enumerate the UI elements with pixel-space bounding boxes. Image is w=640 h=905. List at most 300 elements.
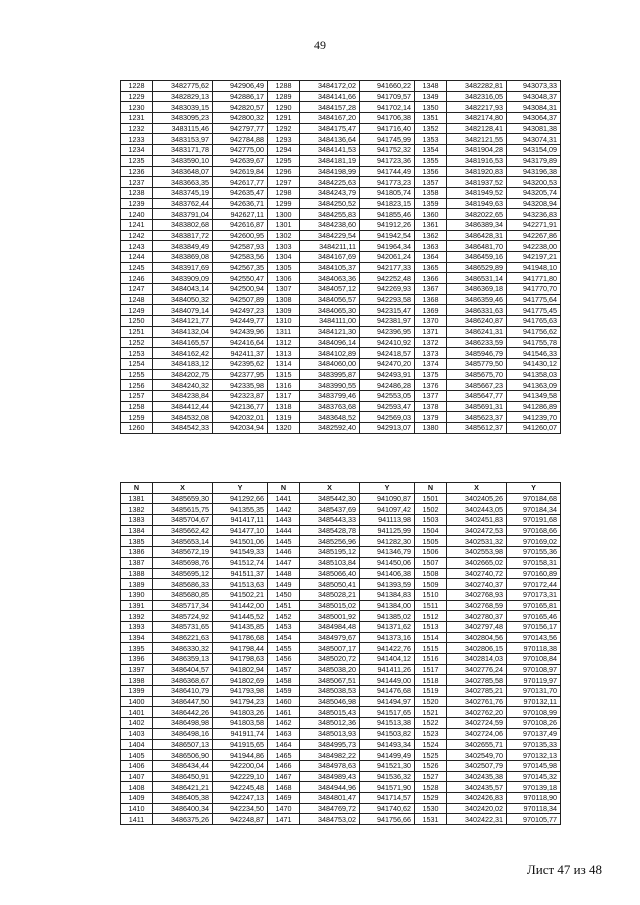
point-number-cell: 1471 — [268, 814, 300, 825]
x-coordinate-cell: 3402776,24 — [447, 664, 507, 675]
x-coordinate-cell: 3484079,14 — [153, 305, 213, 316]
point-number-cell: 1228 — [121, 81, 153, 92]
point-number-cell: 1238 — [121, 187, 153, 198]
y-coordinate-cell: 943073,33 — [507, 81, 561, 92]
point-number-cell: 1363 — [415, 241, 447, 252]
point-number-cell: 1408 — [121, 782, 153, 793]
point-number-cell: 1370 — [415, 316, 447, 327]
point-number-cell: 1401 — [121, 707, 153, 718]
y-coordinate-cell: 942639,67 — [213, 155, 268, 166]
point-number-cell: 1516 — [415, 654, 447, 665]
x-coordinate-cell: 3484056,57 — [300, 294, 360, 305]
x-coordinate-cell: 3484944,96 — [300, 782, 360, 793]
point-number-cell: 1469 — [268, 792, 300, 803]
y-coordinate-cell: 970108,97 — [507, 664, 561, 675]
point-number-cell: 1385 — [121, 536, 153, 547]
y-coordinate-cell: 942381,97 — [360, 316, 415, 327]
point-number-cell: 1231 — [121, 113, 153, 124]
point-number-cell: 1234 — [121, 145, 153, 156]
x-coordinate-cell: 3486241,31 — [447, 326, 507, 337]
y-coordinate-cell: 941536,32 — [360, 771, 415, 782]
point-number-cell: 1374 — [415, 358, 447, 369]
point-number-cell: 1260 — [121, 423, 153, 434]
x-coordinate-cell: 3402549,70 — [447, 750, 507, 761]
table-row — [121, 718, 561, 729]
point-number-cell: 1449 — [268, 579, 300, 590]
point-number-cell: 1357 — [415, 177, 447, 188]
y-coordinate-cell: 942800,32 — [213, 113, 268, 124]
table-row — [121, 728, 561, 739]
x-coordinate-cell: 3402724,06 — [447, 728, 507, 739]
x-coordinate-cell: 3402785,58 — [447, 675, 507, 686]
y-coordinate-cell: 942418,57 — [360, 348, 415, 359]
point-number-cell: 1514 — [415, 632, 447, 643]
table-row — [121, 803, 561, 814]
x-coordinate-cell: 3483802,68 — [153, 219, 213, 230]
x-coordinate-cell: 3486331,63 — [447, 305, 507, 316]
point-number-cell: 1369 — [415, 305, 447, 316]
x-coordinate-cell: 3484175,47 — [300, 123, 360, 134]
table-row — [121, 493, 561, 504]
x-coordinate-cell: 3484167,20 — [300, 113, 360, 124]
point-number-cell: 1395 — [121, 643, 153, 654]
y-coordinate-cell: 941435,85 — [213, 621, 268, 632]
y-coordinate-cell: 970118,34 — [507, 803, 561, 814]
x-coordinate-cell: 3484198,99 — [300, 166, 360, 177]
point-number-cell: 1452 — [268, 611, 300, 622]
y-coordinate-cell: 941513,63 — [213, 579, 268, 590]
y-coordinate-cell: 942136,77 — [213, 401, 268, 412]
y-coordinate-cell: 941260,07 — [507, 423, 561, 434]
x-coordinate-cell: 3484412,44 — [153, 401, 213, 412]
table-row — [121, 113, 561, 124]
table-row — [121, 219, 561, 230]
x-coordinate-cell: 3402665,02 — [447, 557, 507, 568]
point-number-cell: 1458 — [268, 675, 300, 686]
x-coordinate-cell: 3485013,93 — [300, 728, 360, 739]
point-number-cell: 1406 — [121, 760, 153, 771]
y-coordinate-cell: 942323,87 — [213, 390, 268, 401]
x-coordinate-cell: 3484978,63 — [300, 760, 360, 771]
table-row — [121, 273, 561, 284]
table-row — [121, 664, 561, 675]
x-coordinate-cell: 3484255,83 — [300, 209, 360, 220]
x-coordinate-cell: 3485020,72 — [300, 654, 360, 665]
y-coordinate-cell: 941571,90 — [360, 782, 415, 793]
x-coordinate-cell: 3483153,97 — [153, 134, 213, 145]
point-number-cell: 1518 — [415, 675, 447, 686]
point-number-cell: 1314 — [268, 358, 300, 369]
point-number-cell: 1404 — [121, 739, 153, 750]
point-number-cell: 1353 — [415, 134, 447, 145]
x-coordinate-cell: 3402780,37 — [447, 611, 507, 622]
point-number-cell: 1299 — [268, 198, 300, 209]
x-coordinate-cell: 3486375,26 — [153, 814, 213, 825]
y-coordinate-cell: 941773,23 — [360, 177, 415, 188]
column-header: N — [268, 483, 300, 494]
point-number-cell: 1511 — [415, 600, 447, 611]
point-number-cell: 1509 — [415, 579, 447, 590]
x-coordinate-cell: 3484202,75 — [153, 369, 213, 380]
y-coordinate-cell: 942416,64 — [213, 337, 268, 348]
x-coordinate-cell: 3485946,79 — [447, 348, 507, 359]
table-row — [121, 198, 561, 209]
point-number-cell: 1236 — [121, 166, 153, 177]
x-coordinate-cell: 3402804,56 — [447, 632, 507, 643]
point-number-cell: 1311 — [268, 326, 300, 337]
y-coordinate-cell: 941786,68 — [213, 632, 268, 643]
x-coordinate-cell: 3402435,57 — [447, 782, 507, 793]
point-number-cell: 1356 — [415, 166, 447, 177]
point-number-cell: 1233 — [121, 134, 153, 145]
x-coordinate-cell: 3484250,52 — [300, 198, 360, 209]
point-number-cell: 1288 — [268, 81, 300, 92]
x-coordinate-cell: 3485717,34 — [153, 600, 213, 611]
table-row — [121, 81, 561, 92]
point-number-cell: 1531 — [415, 814, 447, 825]
y-coordinate-cell: 942820,57 — [213, 102, 268, 113]
table-row — [121, 611, 561, 622]
y-coordinate-cell: 941942,54 — [360, 230, 415, 241]
y-coordinate-cell: 941765,63 — [507, 316, 561, 327]
y-coordinate-cell: 941393,59 — [360, 579, 415, 590]
point-number-cell: 1506 — [415, 547, 447, 558]
y-coordinate-cell: 970165,81 — [507, 600, 561, 611]
x-coordinate-cell: 3486389,34 — [447, 219, 507, 230]
y-coordinate-cell: 942245,48 — [213, 782, 268, 793]
y-coordinate-cell: 941384,83 — [360, 589, 415, 600]
y-coordinate-cell: 941803,26 — [213, 707, 268, 718]
x-coordinate-cell: 3484984,48 — [300, 621, 360, 632]
point-number-cell: 1526 — [415, 760, 447, 771]
y-coordinate-cell: 941770,70 — [507, 284, 561, 295]
y-coordinate-cell: 970119,97 — [507, 675, 561, 686]
x-coordinate-cell: 3484989,43 — [300, 771, 360, 782]
x-coordinate-cell: 3484172,02 — [300, 81, 360, 92]
y-coordinate-cell: 970165,46 — [507, 611, 561, 622]
x-coordinate-cell: 3402420,02 — [447, 803, 507, 814]
point-number-cell: 1298 — [268, 187, 300, 198]
x-coordinate-cell: 3485698,76 — [153, 557, 213, 568]
y-coordinate-cell: 943048,37 — [507, 91, 561, 102]
x-coordinate-cell: 3483762,44 — [153, 198, 213, 209]
y-coordinate-cell: 942449,77 — [213, 316, 268, 327]
x-coordinate-cell: 3483990,55 — [300, 380, 360, 391]
x-coordinate-cell: 3402655,71 — [447, 739, 507, 750]
table-row — [121, 134, 561, 145]
point-number-cell: 1348 — [415, 81, 447, 92]
y-coordinate-cell: 941709,57 — [360, 91, 415, 102]
point-number-cell: 1455 — [268, 643, 300, 654]
x-coordinate-cell: 3485691,31 — [447, 401, 507, 412]
y-coordinate-cell: 942238,00 — [507, 241, 561, 252]
x-coordinate-cell: 3486442,26 — [153, 707, 213, 718]
x-coordinate-cell: 3482174,80 — [447, 113, 507, 124]
point-number-cell: 1372 — [415, 337, 447, 348]
point-number-cell: 1466 — [268, 760, 300, 771]
table-row — [121, 686, 561, 697]
table-row — [121, 504, 561, 515]
point-number-cell: 1292 — [268, 123, 300, 134]
y-coordinate-cell: 942587,93 — [213, 241, 268, 252]
point-number-cell: 1294 — [268, 145, 300, 156]
point-number-cell: 1302 — [268, 230, 300, 241]
point-number-cell: 1443 — [268, 515, 300, 526]
y-coordinate-cell: 942267,86 — [507, 230, 561, 241]
x-coordinate-cell: 3485623,37 — [447, 412, 507, 423]
point-number-cell: 1361 — [415, 219, 447, 230]
table-row — [121, 390, 561, 401]
point-number-cell: 1373 — [415, 348, 447, 359]
y-coordinate-cell: 943064,37 — [507, 113, 561, 124]
table-row — [121, 412, 561, 423]
point-number-cell: 1411 — [121, 814, 153, 825]
x-coordinate-cell: 3486359,46 — [447, 294, 507, 305]
point-number-cell: 1467 — [268, 771, 300, 782]
point-number-cell: 1230 — [121, 102, 153, 113]
y-coordinate-cell: 941512,74 — [213, 557, 268, 568]
y-coordinate-cell: 941944,86 — [213, 750, 268, 761]
y-coordinate-cell: 942500,94 — [213, 284, 268, 295]
y-coordinate-cell: 941744,49 — [360, 166, 415, 177]
y-coordinate-cell: 941097,42 — [360, 504, 415, 515]
y-coordinate-cell: 942616,87 — [213, 219, 268, 230]
point-number-cell: 1507 — [415, 557, 447, 568]
point-number-cell: 1312 — [268, 337, 300, 348]
y-coordinate-cell: 943205,74 — [507, 187, 561, 198]
x-coordinate-cell: 3484243,79 — [300, 187, 360, 198]
x-coordinate-cell: 3484065,30 — [300, 305, 360, 316]
x-coordinate-cell: 3402724,59 — [447, 718, 507, 729]
y-coordinate-cell: 942034,94 — [213, 423, 268, 434]
point-number-cell: 1384 — [121, 525, 153, 536]
y-coordinate-cell: 942636,71 — [213, 198, 268, 209]
x-coordinate-cell: 3484136,64 — [300, 134, 360, 145]
x-coordinate-cell: 3485007,17 — [300, 643, 360, 654]
table-row — [121, 760, 561, 771]
table-row — [121, 579, 561, 590]
y-coordinate-cell: 941430,12 — [507, 358, 561, 369]
y-coordinate-cell: 941752,32 — [360, 145, 415, 156]
table-row — [121, 536, 561, 547]
point-number-cell: 1366 — [415, 273, 447, 284]
point-number-cell: 1308 — [268, 294, 300, 305]
y-coordinate-cell: 942269,93 — [360, 284, 415, 295]
x-coordinate-cell: 3485015,43 — [300, 707, 360, 718]
y-coordinate-cell: 970160,89 — [507, 568, 561, 579]
y-coordinate-cell: 942234,50 — [213, 803, 268, 814]
table-row — [121, 262, 561, 273]
y-coordinate-cell: 941521,30 — [360, 760, 415, 771]
x-coordinate-cell: 3402761,76 — [447, 696, 507, 707]
y-coordinate-cell: 941113,98 — [360, 515, 415, 526]
x-coordinate-cell: 3402785,21 — [447, 686, 507, 697]
point-number-cell: 1320 — [268, 423, 300, 434]
point-number-cell: 1379 — [415, 412, 447, 423]
x-coordinate-cell: 3486506,90 — [153, 750, 213, 761]
y-coordinate-cell: 941501,06 — [213, 536, 268, 547]
point-number-cell: 1448 — [268, 568, 300, 579]
y-coordinate-cell: 970145,98 — [507, 760, 561, 771]
point-number-cell: 1529 — [415, 792, 447, 803]
x-coordinate-cell: 3485724,92 — [153, 611, 213, 622]
y-coordinate-cell: 941363,09 — [507, 380, 561, 391]
y-coordinate-cell: 942550,47 — [213, 273, 268, 284]
point-number-cell: 1245 — [121, 262, 153, 273]
x-coordinate-cell: 3483648,07 — [153, 166, 213, 177]
x-coordinate-cell: 3402472,53 — [447, 525, 507, 536]
y-coordinate-cell: 942635,47 — [213, 187, 268, 198]
x-coordinate-cell: 3486459,16 — [447, 252, 507, 263]
x-coordinate-cell: 3481937,52 — [447, 177, 507, 188]
point-number-cell: 1252 — [121, 337, 153, 348]
table-row — [121, 241, 561, 252]
x-coordinate-cell: 3402531,32 — [447, 536, 507, 547]
point-number-cell: 1447 — [268, 557, 300, 568]
y-coordinate-cell: 970184,34 — [507, 504, 561, 515]
point-number-cell: 1377 — [415, 390, 447, 401]
point-number-cell: 1251 — [121, 326, 153, 337]
x-coordinate-cell: 3485195,12 — [300, 547, 360, 558]
sheet-counter: Лист 47 из 48 — [526, 862, 602, 877]
point-number-cell: 1517 — [415, 664, 447, 675]
y-coordinate-cell: 941723,36 — [360, 155, 415, 166]
y-coordinate-cell: 941477,10 — [213, 525, 268, 536]
y-coordinate-cell: 942410,92 — [360, 337, 415, 348]
y-coordinate-cell: 941499,49 — [360, 750, 415, 761]
x-coordinate-cell: 3486450,91 — [153, 771, 213, 782]
x-coordinate-cell: 3485442,30 — [300, 493, 360, 504]
point-number-cell: 1522 — [415, 718, 447, 729]
x-coordinate-cell: 3486240,87 — [447, 316, 507, 327]
point-number-cell: 1355 — [415, 155, 447, 166]
x-coordinate-cell: 3484167,69 — [300, 252, 360, 263]
column-header: Y — [360, 483, 415, 494]
y-coordinate-cell: 941775,45 — [507, 305, 561, 316]
y-coordinate-cell: 941915,65 — [213, 739, 268, 750]
point-number-cell: 1391 — [121, 600, 153, 611]
point-number-cell: 1445 — [268, 536, 300, 547]
x-coordinate-cell: 3486428,31 — [447, 230, 507, 241]
x-coordinate-cell: 3402426,83 — [447, 792, 507, 803]
column-header: Y — [213, 483, 268, 494]
y-coordinate-cell: 941964,34 — [360, 241, 415, 252]
x-coordinate-cell: 3402451,83 — [447, 515, 507, 526]
point-number-cell: 1402 — [121, 718, 153, 729]
point-number-cell: 1396 — [121, 654, 153, 665]
point-number-cell: 1410 — [121, 803, 153, 814]
y-coordinate-cell: 970108,84 — [507, 654, 561, 665]
coordinates-table-1 — [120, 80, 561, 434]
x-coordinate-cell: 3483763,68 — [300, 401, 360, 412]
point-number-cell: 1530 — [415, 803, 447, 814]
x-coordinate-cell: 3402806,15 — [447, 643, 507, 654]
table-row — [121, 568, 561, 579]
point-number-cell: 1398 — [121, 675, 153, 686]
x-coordinate-cell: 3402443,05 — [447, 504, 507, 515]
point-number-cell: 1392 — [121, 611, 153, 622]
table-row — [121, 654, 561, 665]
table-row — [121, 675, 561, 686]
point-number-cell: 1237 — [121, 177, 153, 188]
x-coordinate-cell: 3485038,53 — [300, 686, 360, 697]
x-coordinate-cell: 3484982,22 — [300, 750, 360, 761]
point-number-cell: 1306 — [268, 273, 300, 284]
y-coordinate-cell: 970168,66 — [507, 525, 561, 536]
x-coordinate-cell: 3484162,42 — [153, 348, 213, 359]
y-coordinate-cell: 941411,26 — [360, 664, 415, 675]
y-coordinate-cell: 970131,70 — [507, 686, 561, 697]
y-coordinate-cell: 942315,47 — [360, 305, 415, 316]
y-coordinate-cell: 970169,02 — [507, 536, 561, 547]
point-number-cell: 1461 — [268, 707, 300, 718]
y-coordinate-cell: 941802,94 — [213, 664, 268, 675]
point-number-cell: 1525 — [415, 750, 447, 761]
y-coordinate-cell: 942200,04 — [213, 760, 268, 771]
point-number-cell: 1464 — [268, 739, 300, 750]
y-coordinate-cell: 942486,28 — [360, 380, 415, 391]
x-coordinate-cell: 3482282,81 — [447, 81, 507, 92]
x-coordinate-cell: 3482829,13 — [153, 91, 213, 102]
y-coordinate-cell: 970155,36 — [507, 547, 561, 558]
table-row — [121, 423, 561, 434]
y-coordinate-cell: 970184,68 — [507, 493, 561, 504]
point-number-cell: 1521 — [415, 707, 447, 718]
x-coordinate-cell: 3484211,11 — [300, 241, 360, 252]
point-number-cell: 1387 — [121, 557, 153, 568]
point-number-cell: 1360 — [415, 209, 447, 220]
x-coordinate-cell: 3486434,44 — [153, 760, 213, 771]
y-coordinate-cell: 942886,17 — [213, 91, 268, 102]
point-number-cell: 1319 — [268, 412, 300, 423]
x-coordinate-cell: 3402762,20 — [447, 707, 507, 718]
y-coordinate-cell: 941442,00 — [213, 600, 268, 611]
x-coordinate-cell: 3485256,96 — [300, 536, 360, 547]
x-coordinate-cell: 3484043,14 — [153, 284, 213, 295]
point-number-cell: 1351 — [415, 113, 447, 124]
point-number-cell: 1503 — [415, 515, 447, 526]
point-number-cell: 1501 — [415, 493, 447, 504]
y-coordinate-cell: 941355,35 — [213, 504, 268, 515]
x-coordinate-cell: 3484141,66 — [300, 91, 360, 102]
table-row — [121, 707, 561, 718]
point-number-cell: 1371 — [415, 326, 447, 337]
y-coordinate-cell: 942177,33 — [360, 262, 415, 273]
point-number-cell: 1229 — [121, 91, 153, 102]
y-coordinate-cell: 970172,44 — [507, 579, 561, 590]
table-row — [121, 369, 561, 380]
y-coordinate-cell: 942377,95 — [213, 369, 268, 380]
y-coordinate-cell: 970132,13 — [507, 750, 561, 761]
x-coordinate-cell: 3485615,75 — [153, 504, 213, 515]
y-coordinate-cell: 942497,23 — [213, 305, 268, 316]
y-coordinate-cell: 970118,90 — [507, 792, 561, 803]
x-coordinate-cell: 3484238,84 — [153, 390, 213, 401]
point-number-cell: 1502 — [415, 504, 447, 515]
x-coordinate-cell: 3402553,98 — [447, 547, 507, 558]
x-coordinate-cell: 3485659,30 — [153, 493, 213, 504]
point-number-cell: 1386 — [121, 547, 153, 558]
x-coordinate-cell: 3484183,12 — [153, 358, 213, 369]
y-coordinate-cell: 942593,47 — [360, 401, 415, 412]
x-coordinate-cell: 3485667,23 — [447, 380, 507, 391]
x-coordinate-cell: 3482022,65 — [447, 209, 507, 220]
point-number-cell: 1409 — [121, 792, 153, 803]
x-coordinate-cell: 3402507,79 — [447, 760, 507, 771]
y-coordinate-cell: 941450,06 — [360, 557, 415, 568]
point-number-cell: 1317 — [268, 390, 300, 401]
y-coordinate-cell: 941493,34 — [360, 739, 415, 750]
